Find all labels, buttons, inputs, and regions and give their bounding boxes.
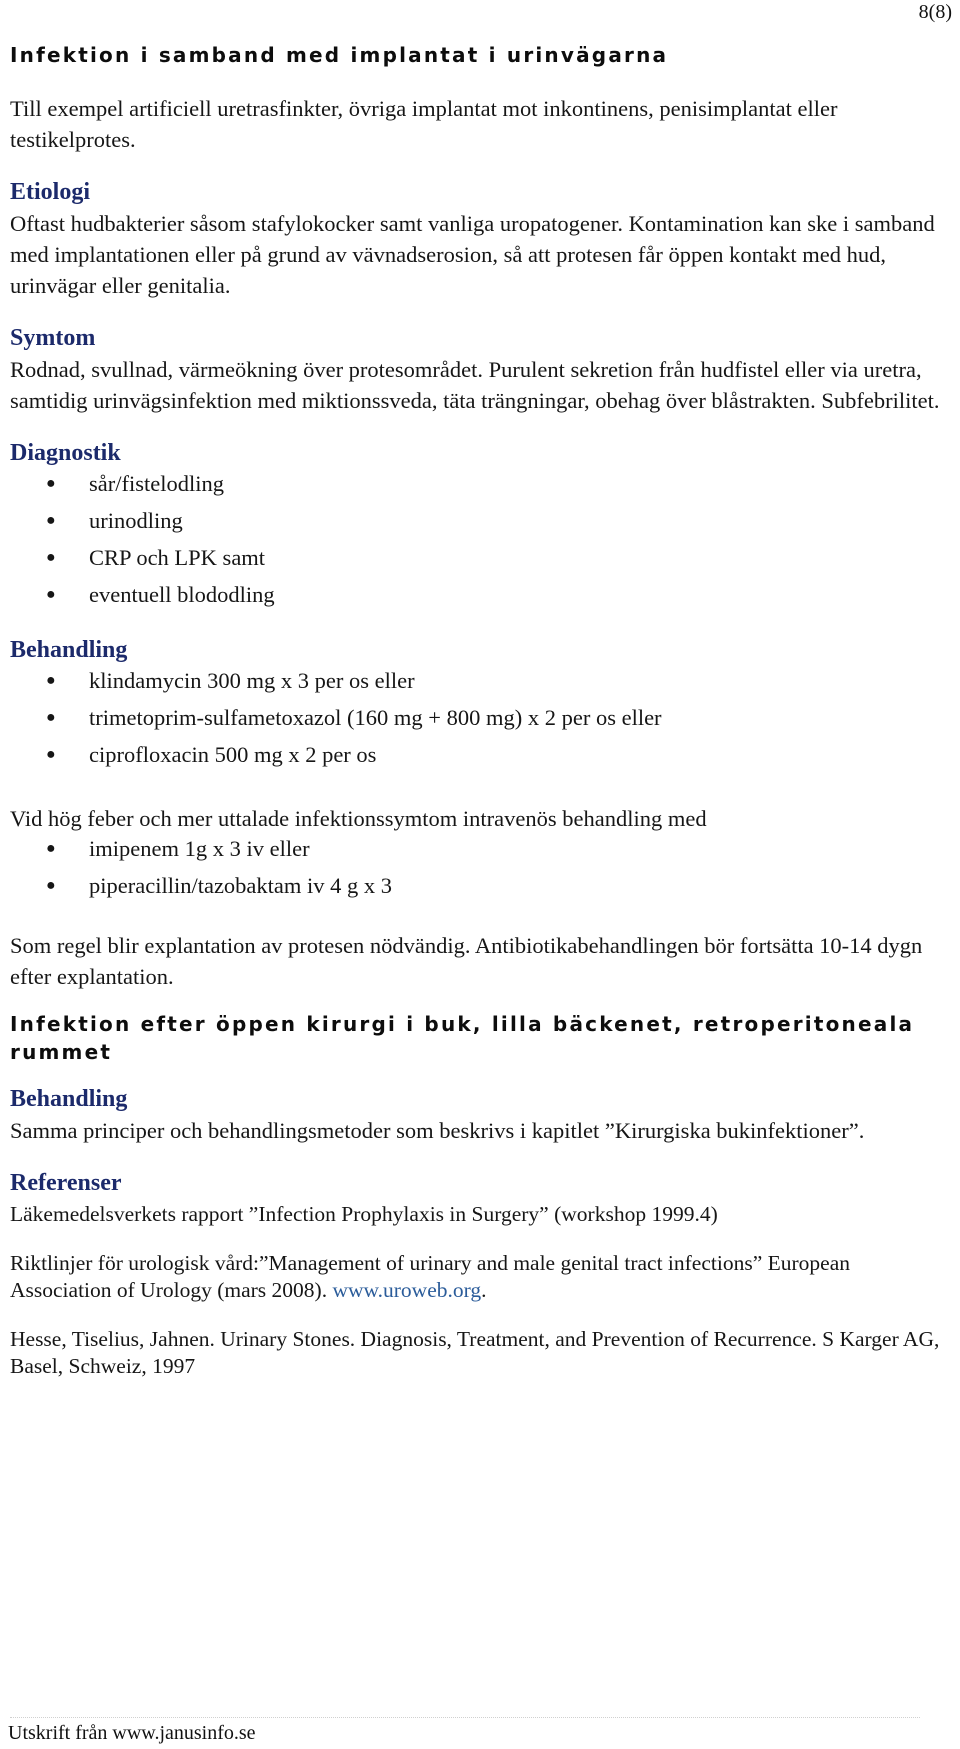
footer-text: Utskrift från www.janusinfo.se	[8, 1722, 256, 1744]
reference-2	[10, 1250, 950, 1304]
list-item-text: klindamycin 300 mg x 3 per os eller	[89, 668, 415, 693]
list-item	[10, 699, 950, 736]
bullet-icon: ●	[46, 709, 56, 726]
list-item-text: urinodling	[89, 508, 183, 533]
list-item	[10, 662, 950, 699]
symtom-heading: Symtom	[10, 325, 96, 351]
footer-divider	[10, 1717, 920, 1718]
bullet-icon: ●	[46, 840, 56, 857]
list-item	[10, 576, 950, 613]
bullet-icon: ●	[46, 746, 56, 763]
document-body	[10, 40, 950, 1380]
etiologi-heading: Etiologi	[10, 179, 91, 205]
bullet-icon: ●	[46, 586, 56, 603]
list-item-text: imipenem 1g x 3 iv eller	[89, 836, 310, 861]
referenser-heading: Referenser	[10, 1170, 122, 1196]
reference-1: Läkemedelsverkets rapport ”Infection Prophylaxis in Surgery” (workshop 1999.4)	[10, 1202, 718, 1226]
list-item-text: CRP och LPK samt	[89, 545, 266, 570]
diagnostik-heading: Diagnostik	[10, 440, 121, 466]
behandling-list	[10, 662, 950, 773]
bullet-icon: ●	[46, 475, 56, 492]
bullet-icon: ●	[46, 549, 56, 566]
intro-paragraph: Till exempel artificiell uretrasfinkter, övriga implantat mot inkontinens, penisimplantat eller testikelprotes.	[10, 96, 838, 152]
behandling2-heading: Behandling	[10, 1086, 128, 1112]
list-item-text: sår/fistelodling	[89, 471, 224, 496]
iv-list	[10, 830, 950, 904]
hog-feber-paragraph: Vid hög feber och mer uttalade infektionssymtom intravenös behandling med	[10, 806, 707, 831]
etiologi-paragraph: Oftast hudbakterier såsom stafylokocker samt vanliga uropatogener. Kontamination kan ske i samband med implantationen eller på grund av vävnadserosion, så att protesen får öppen kontakt med hud, urinvägar eller genitalia.	[10, 211, 935, 298]
bullet-icon: ●	[46, 672, 56, 689]
reference-3: Hesse, Tiselius, Jahnen. Urinary Stones. Diagnosis, Treatment, and Prevention of Recurrence. S Karger AG, Basel, Schweiz, 1997	[10, 1327, 940, 1378]
reference-2-text: Riktlinjer för urologisk vård:”Management of urinary and male genital tract infections” European Association of Urology (mars 2008).	[10, 1251, 851, 1302]
list-item-text: eventuell blododling	[89, 582, 275, 607]
list-item-text: piperacillin/tazobaktam iv 4 g x 3	[89, 873, 393, 898]
bullet-icon: ●	[46, 512, 56, 529]
behandling2-paragraph: Samma principer och behandlingsmetoder som beskrivs i kapitlet ”Kirurgiska bukinfektioner”.	[10, 1118, 865, 1143]
behandling-heading: Behandling	[10, 637, 128, 663]
list-item	[10, 502, 950, 539]
list-item	[10, 867, 950, 904]
symtom-paragraph: Rodnad, svullnad, värmeökning över protesområdet. Purulent sekretion från hudfistel eller via uretra, samtidig urinvägsinfektion med miktionssveda, täta trängningar, obehag över blåstrakten. Subfebrilitet.	[10, 357, 940, 413]
section-title-implantat: Infektion i samband med implantat i urinvägarna	[10, 43, 669, 67]
explantation-paragraph: Som regel blir explantation av protesen nödvändig. Antibiotikabehandlingen bör fortsätta 10-14 dygn efter explantation.	[10, 933, 923, 989]
section-title-kirurgi: Infektion efter öppen kirurgi i buk, lilla bäckenet, retroperitoneala rummet	[10, 1012, 915, 1064]
list-item	[10, 465, 950, 502]
uroweb-link[interactable]: www.uroweb.org	[332, 1278, 482, 1302]
bullet-icon: ●	[46, 877, 56, 894]
reference-2-period: .	[481, 1278, 487, 1302]
list-item-text: ciprofloxacin 500 mg x 2 per os	[89, 742, 377, 767]
list-item	[10, 736, 950, 773]
list-item-text: trimetoprim-sulfametoxazol (160 mg + 800 mg) x 2 per os eller	[89, 705, 662, 730]
list-item	[10, 830, 950, 867]
diagnostik-list	[10, 465, 950, 613]
list-item	[10, 539, 950, 576]
page-number: 8(8)	[918, 1, 952, 23]
